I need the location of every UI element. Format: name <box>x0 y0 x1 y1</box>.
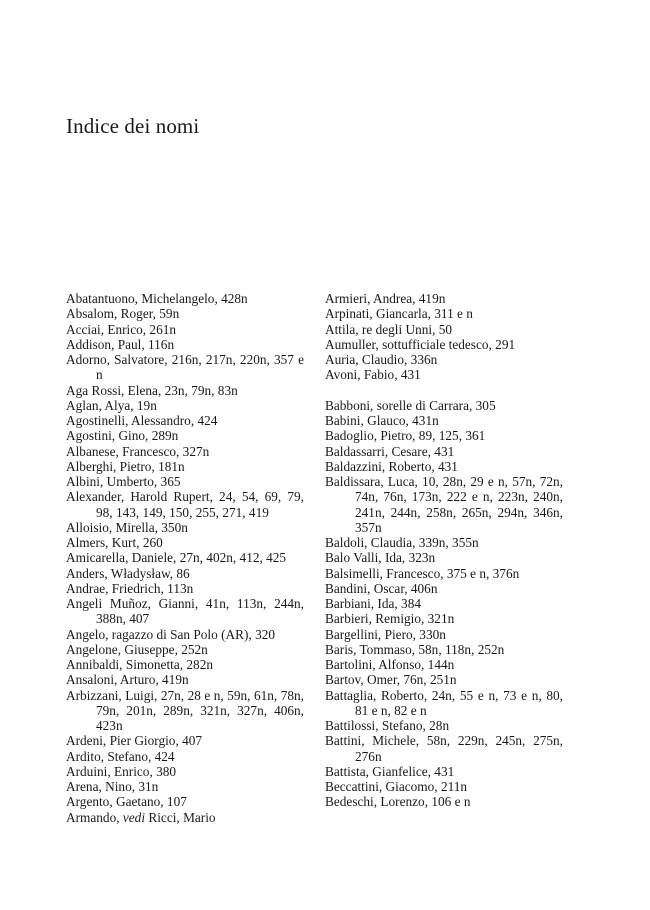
index-entry: Ansaloni, Arturo, 419n <box>66 672 189 688</box>
index-entry: Baris, Tommaso, 58n, 118n, 252n <box>325 641 505 657</box>
index-entry: Angeli Muñoz, Gianni, 41n, 113n, 244n, 388n, 407 <box>66 596 304 627</box>
index-entry: Bandini, Oscar, 406n <box>325 580 438 596</box>
index-entry: Alberghi, Pietro, 181n <box>66 458 185 474</box>
index-entry: Armieri, Andrea, 419n <box>325 291 446 306</box>
index-entry: Arpinati, Giancarla, 311 e n <box>325 306 473 322</box>
index-entry: Auria, Claudio, 336n <box>325 352 438 367</box>
index-entry: Beccattini, Giacomo, 211n <box>325 779 468 794</box>
index-entry: Abatantuono, Michelangelo, 428n <box>66 291 248 306</box>
index-entry: Andrae, Friedrich, 113n <box>66 580 194 596</box>
index-entry <box>66 810 304 825</box>
index-entry: Ardito, Stefano, 424 <box>66 748 175 764</box>
index-entry: Bedeschi, Lorenzo, 106 e n <box>325 794 471 810</box>
index-entry: Battaglia, Roberto, 24n, 55 e n, 73 e n, 80, 81 e n, 82 e n <box>325 687 563 718</box>
index-entry: Almers, Kurt, 260 <box>66 535 163 550</box>
index-entry-crossref: vedi <box>122 809 146 825</box>
index-column-left <box>66 291 304 825</box>
index-entry: Arduini, Enrico, 380 <box>66 763 177 779</box>
index-column-right <box>325 291 563 810</box>
index-entry-target: Ricci, Mario <box>145 809 216 825</box>
index-entry: Aga Rossi, Elena, 23n, 79n, 83n <box>66 382 238 398</box>
index-entry: Arena, Nino, 31n <box>66 779 159 794</box>
index-entry: Bartov, Omer, 76n, 251n <box>325 672 457 688</box>
index-entry: Aumuller, sottufficiale tedesco, 291 <box>325 336 516 352</box>
index-entry: Attila, re degli Unni, 50 <box>325 321 453 337</box>
page-title: Indice dei nomi <box>66 114 200 138</box>
index-entry: Adorno, Salvatore, 216n, 217n, 220n, 357 e n <box>66 352 304 383</box>
index-entry: Amicarella, Daniele, 27n, 402n, 412, 425 <box>66 550 287 566</box>
index-entry: Balo Valli, Ida, 323n <box>325 550 436 566</box>
index-entry: Agostinelli, Alessandro, 424 <box>66 413 218 428</box>
index-entry-name: Armando, <box>66 809 123 825</box>
index-entry: Angelo, ragazzo di San Polo (AR), 320 <box>66 626 276 642</box>
index-entry: Angelone, Giuseppe, 252n <box>66 641 208 657</box>
index-entry: Aglan, Alya, 19n <box>66 397 157 413</box>
index-entry: Barbieri, Remigio, 321n <box>325 611 455 627</box>
index-entry: Albanese, Francesco, 327n <box>66 443 210 459</box>
index-entry: Argento, Gaetano, 107 <box>66 794 187 810</box>
index-entry: Absalom, Roger, 59n <box>66 306 180 322</box>
index-entry: Alloisio, Mirella, 350n <box>66 519 188 535</box>
index-entry: Albini, Umberto, 365 <box>66 474 181 489</box>
index-entry: Arbizzani, Luigi, 27n, 28 e n, 59n, 61n, 78n, 79n, 201n, 289n, 321n, 327n, 406n, 423n <box>66 687 304 733</box>
index-entry: Badoglio, Pietro, 89, 125, 361 <box>325 428 486 444</box>
index-entry: Babboni, sorelle di Carrara, 305 <box>325 397 496 413</box>
index-entry: Babini, Glauco, 431n <box>325 413 439 428</box>
index-entry: Battista, Gianfelice, 431 <box>325 763 455 779</box>
index-entry: Baldissara, Luca, 10, 28n, 29 e n, 57n, 72n, 74n, 76n, 173n, 222 e n, 223n, 240n, 241n, 244n, 258n, 265n, 294n, 346n, 357n <box>325 474 563 535</box>
index-entry: Bargellini, Piero, 330n <box>325 626 446 642</box>
index-entry: Baldoli, Claudia, 339n, 355n <box>325 535 479 550</box>
index-entry: Annibaldi, Simonetta, 282n <box>66 657 213 672</box>
index-entry: Battini, Michele, 58n, 229n, 245n, 275n, 276n <box>325 733 563 764</box>
index-entry: Battilossi, Stefano, 28n <box>325 718 450 733</box>
index-entry: Acciai, Enrico, 261n <box>66 321 177 337</box>
index-entry: Baldazzini, Roberto, 431 <box>325 458 458 474</box>
index-entry: Balsimelli, Francesco, 375 e n, 376n <box>325 565 520 581</box>
index-entry: Baldassarri, Cesare, 431 <box>325 443 455 459</box>
index-entry: Anders, Władysław, 86 <box>66 565 190 581</box>
index-entry: Agostini, Gino, 289n <box>66 428 179 444</box>
index-entry: Bartolini, Alfonso, 144n <box>325 657 455 672</box>
index-entry: Barbiani, Ida, 384 <box>325 596 422 611</box>
index-entry: Addison, Paul, 116n <box>66 336 175 352</box>
index-entry: Alexander, Harold Rupert, 24, 54, 69, 79, 98, 143, 149, 150, 255, 271, 419 <box>66 489 304 520</box>
index-entry: Avoni, Fabio, 431 <box>325 367 421 383</box>
index-entry: Ardeni, Pier Giorgio, 407 <box>66 733 203 749</box>
